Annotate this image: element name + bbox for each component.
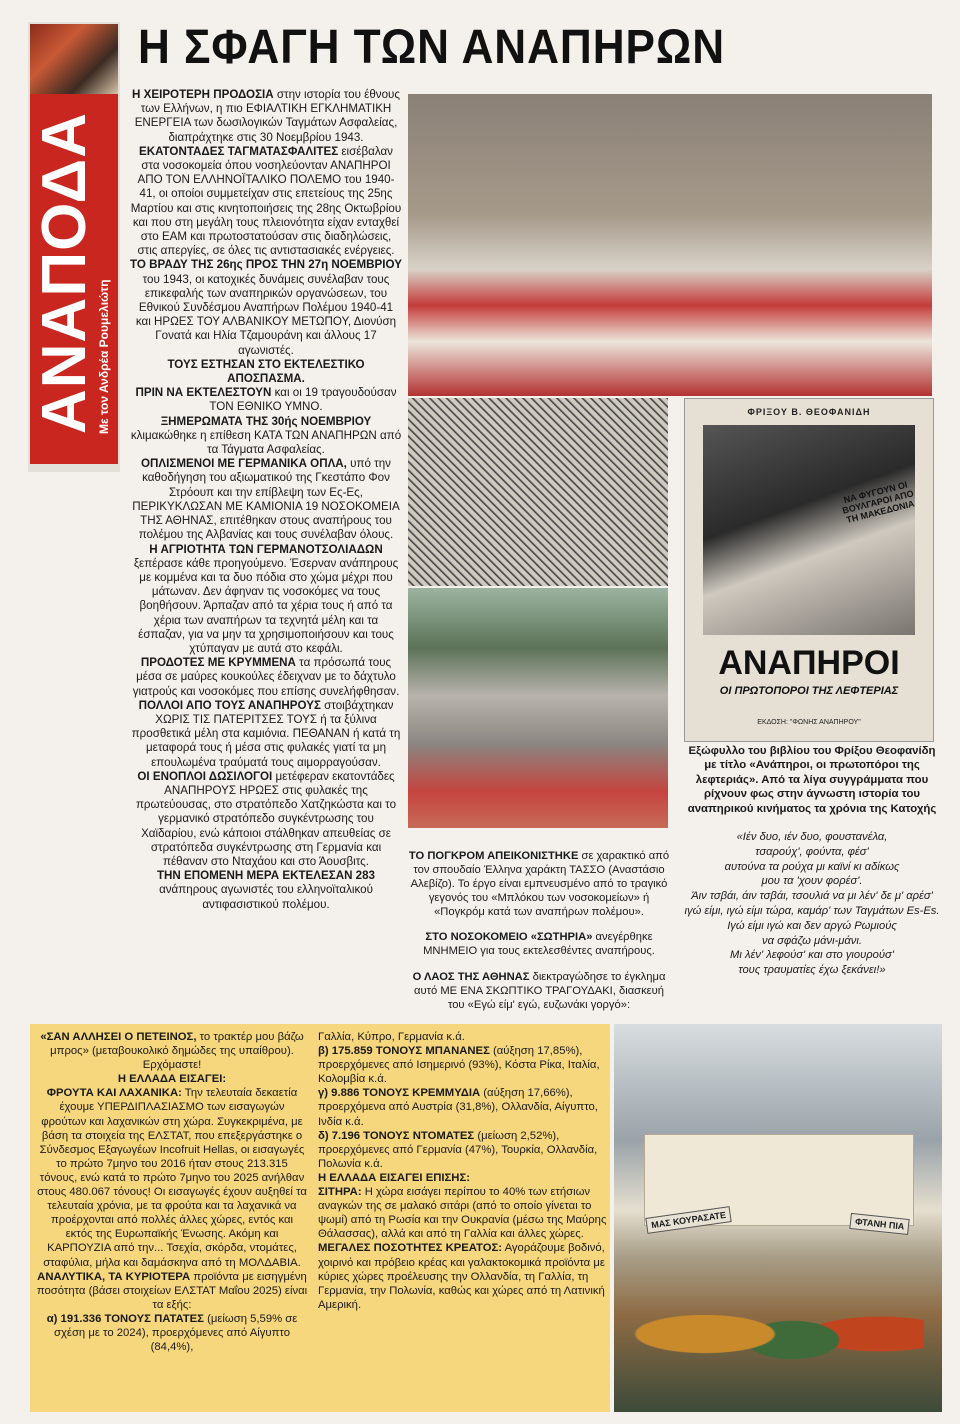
paragraph [130,258,402,357]
paragraph [130,415,402,458]
paragraph [130,358,402,386]
columnist-portrait [30,24,118,94]
paragraph [36,1270,308,1312]
paragraph-text: (μείωση 2,52%), προερχόμενες από Γερμανία (47%), Τουρκία, Ολλανδία, Πολωνία κ.ά. [318,1129,598,1170]
paragraph-text: το τρακτέρ μου βάζω μπρος» (μεταβουκολικό δημώδες της υπαίθρου). Ερχόμαστε! [50,1031,304,1072]
paragraph-text: προϊόντα με εισηγμένη ποσότητα (βάσει στοιχείων ΕΛΣΤΑΤ Μαΐου 2025) είναι τα εξής: [36,1270,308,1311]
paragraph-lead: δ) 7.196 ΤΟΝΟΥΣ ΝΤΟΜΑΤΕΣ [318,1129,475,1142]
paragraph [318,1030,608,1044]
monument-wall-photo [408,588,668,828]
paragraph-text: κλιμακώθηκε η επίθεση ΚΑΤΑ ΤΩΝ ΑΝΑΠΗΡΩΝ από τα Τάγματα Ασφαλείας. [130,428,402,457]
paragraph-lead: ΠΡΟΔΟΤΕΣ ΜΕ ΚΡΥΜΜΕΝΑ [140,656,296,670]
paragraph-lead: Η ΑΓΡΙΟΤΗΤΑ ΤΩΝ ΓΕΡΜΑΝΟΤΣΟΛΙΑΔΩΝ [149,542,383,556]
book-caption: Εξώφυλλο του βιβλίου του Φρίξου Θεοφανίδη με τίτλο «Ανάπηροι, οι πρωτοπόροι της λεφτεριάς». Από τα λίγα συγγράμματα που ρίχνουν φως στην άγνωστη ιστορία του αναπηρικού κινήματος τα χρόνια της Κατοχής [687,745,937,815]
paragraph [318,1044,608,1086]
paragraph-lead: ΤΟ ΠΟΓΚΡΟΜ ΑΠΕΙΚΟΝΙΣΤΗΚΕ [408,850,579,863]
paragraph [36,1030,308,1072]
poem-line: Ιγώ είμι ιγώ και δεν αργώ Ρωμιούς [727,919,897,932]
paragraph-text: διεκτραγώδησε το έγκλημα αυτό ΜΕ ΕΝΑ ΣΚΩΠΤΙΚΟ ΤΡΑΓΟΥΔΑΚΙ, διασκευή του «Εγώ είμ' εγώ, ευζωνάκι γοργό»: [414,970,666,1011]
book-cover-illustration [703,425,915,635]
farmers-cartoon [614,1024,942,1412]
paragraph [318,1129,608,1171]
column-byline: Με τον Ανδρέα Ρουμελιώτη [97,279,111,434]
paragraph-text: ξεπέρασε κάθε προηγούμενο. Έσερναν ανάπηρους με κομμένα και τα δυο πόδια στο χώμα μέχρι που μάτωναν. Δεν άφηναν τις νοσοκόμες να τους βοηθήσουν. Άρπαζαν από τα χέρια τους ή από τα χέρια των αναπήρων τα τεχνητά μέλη και τα έσπαζαν, για να μην τα χρησιμοποιήσουν και τους χτύπαγαν με αυτά στο κεφάλι. [133,556,399,655]
protest-sign-right: ΦΤΑΝΗ ΠΙΑ [849,1213,910,1235]
main-article [130,88,402,912]
paragraph-lead: ΟΠΛΙΣΜΕΝΟΙ ΜΕ ΓΕΡΜΑΝΙΚΑ ΟΠΛΑ, [141,457,347,471]
paragraph-lead: Η ΕΛΛΑΔΑ ΕΙΣΑΓΕΙ: [117,1073,227,1086]
paragraph-lead: ΠΡΙΝ ΝΑ ΕΚΤΕΛΕΣΤΟΥΝ [135,386,272,400]
paragraph-text: Γαλλία, Κύπρο, Γερμανία κ.ά. [318,1031,465,1043]
paragraph-text: στην ιστορία του έθνους των Ελλήνων, η πιο ΕΦΙΑΛΤΙΚΗ ΕΓΚΛΗΜΑΤΙΚΗ ΕΝΕΡΓΕΙΑ των δωσιλογικών Ταγμάτων Ασφαλείας, διαπράχτηκε στις 30 Νοεμβρίου 1943. [134,88,400,144]
paragraph [408,849,670,919]
paragraph [130,869,402,912]
paragraph-lead: Ο ΛΑΟΣ ΤΗΣ ΑΘΗΝΑΣ [412,970,530,983]
poem-line: «Ιέν δυο, ιέν δυο, φουστανέλα, [736,831,888,843]
poem-line: τους τραυματίες έχω ξεκάνει!» [738,964,886,977]
column-band [30,94,118,464]
poem-line: Άιν τσβάι, άιν τσβάι, τσουλιά να μι λέν' δε μ' αρέσ' [691,890,933,903]
paragraph-text: Η χώρα εισάγει περίπου το 40% των ετήσιων αναγκών της σε μαλακό σιτάρι (από το οποίο γίνεται το ψωμί) από τη Ρωσία και την Ουκρανία (μέσω της Μαύρης Θάλασσας), αλλά και από τη Γαλλία και άλλες χώρες. [318,1186,607,1241]
paragraph-lead: ΕΚΑΤΟΝΤΑΔΕΣ ΤΑΓΜΑΤΑΣΦΑΛΙΤΕΣ [139,144,339,158]
paragraph [130,457,402,542]
paragraph-text: εισέβαλαν στα νοσοκομεία όπου νοσηλεύονταν ΑΝΑΠΗΡΟΙ ΑΠΟ ΤΟΝ ΕΛΛΗΝΟΪΤΑΛΙΚΟ ΠΟΛΕΜΟ του 1940-41, οι οποίοι συμμετείχαν στις επετείους της 25ης Μαρτίου και στις κινητοποιήσεις της 28ης Οκτωβρίου και που στη μεγάλη τους πλειονότητα είχαν ενταχθεί στο ΕΑΜ και πρωτοστατούσαν στις διαδηλώσεις, στις απεργίες, σε όλες τις αντιστασιακές ενέργειες. [130,144,402,258]
poem-line: τσαρούχ', φούντα, φέσ' [755,845,869,858]
paragraph-lead: γ) 9.886 ΤΟΝΟΥΣ ΚΡΕΜΜΥΔΙΑ [318,1087,481,1100]
satirical-song [684,830,940,978]
paragraph-text: ανεγέρθηκε ΜΝΗΜΕΙΟ για τους εκτελεσθέντες αναπήρους. [423,931,655,958]
paragraph-lead: ΤΟ ΒΡΑΔΥ ΤΗΣ 26ης ΠΡΟΣ ΤΗΝ 27η ΝΟΕΜΒΡΙΟΥ [130,258,402,272]
book-title: ΑΝΑΠΗΡΟΙ [718,644,900,682]
paragraph [130,145,402,259]
imports-column-1 [36,1030,308,1354]
paragraph-text: μετέφεραν εκατοντάδες ΑΝΑΠΗΡΟΥΣ ΗΡΩΕΣ στις φυλακές της πρωτεύουσας, στο στρατόπεδο Χατζηκώστα και το γερμανικό στρατόπεδο συγκέντρωσης του Χαϊδαρίου, ενώ κάποιοι στάλθηκαν απευθείας σε στρατόπεδα συγκέντρωσης στη Γερμανία και πέθαναν στο Νταχάου και στο Άουσβιτς. [135,769,397,868]
paragraph-text: και οι 19 τραγουδούσαν ΤΟΝ ΕΘΝΙΚΟ ΥΜΝΟ. [209,386,397,414]
pogrom-engraving [408,398,668,586]
paragraph-lead: ΣΤΟ ΝΟΣΟΚΟΜΕΙΟ «ΣΩΤΗΡΙΑ» [425,931,593,944]
paragraph-lead: ΜΕΓΑΛΕΣ ΠΟΣΟΤΗΤΕΣ ΚΡΕΑΤΟΣ: [318,1242,503,1255]
paragraph-lead: Η ΧΕΙΡΟΤΕΡΗ ΠΡΟΔΟΣΙΑ [132,88,274,101]
paragraph [318,1241,608,1311]
poem-line: ιγώ είμι, ιγώ είμι τώρα, καμάρ' των Ταγμάτων Es-Es. [684,904,940,917]
paragraph [130,543,402,657]
paragraph [318,1185,608,1241]
paragraph-text: ανάπηρους αγωνιστές του ελληνοϊταλικού αντιφασιστικού πολέμου. [159,883,373,911]
paragraph [130,386,402,414]
paragraph-lead: ΤΗΝ ΕΠΟΜΕΝΗ ΜΕΡΑ ΕΚΤΕΛΕΣΑΝ 283 [156,869,376,883]
paragraph-lead: ΦΡΟΥΤΑ ΚΑΙ ΛΑΧΑΝΙΚΑ: [46,1087,182,1100]
paragraph-text: του 1943, οι κατοχικές δυνάμεις συνέλαβαν τους επικεφαλής των αναπηρικών οργανώσεων, του Εθνικού Συνδέσμου Αναπήρων Πολέμου 1940-41 και ΗΡΩΕΣ ΤΟΥ ΑΛΒΑΝΙΚΟΥ ΜΕΤΩΠΟΥ, Διονύση Γονατά και Ηλία Τζαμουράνη και άλλους 17 αγωνιστές. [135,272,397,357]
book-subtitle: ΟΙ ΠΡΩΤΟΠΟΡΟΙ ΤΗΣ ΛΕΦΤΕΡΙΑΣ [719,685,899,697]
paragraph [408,930,670,958]
paragraph [36,1072,308,1086]
paragraph [130,699,402,770]
paragraph-lead: ΞΗΜΕΡΩΜΑΤΑ ΤΗΣ 30ής ΝΟΕΜΒΡΙΟΥ [160,414,372,428]
book-author: ΦΡΙΞΟΥ Β. ΘΕΟΦΑΝΙΔΗ [747,407,871,417]
paragraph-lead: ΣΙΤΗΡΑ: [318,1186,362,1199]
paragraph-lead: ΠΟΛΛΟΙ ΑΠΟ ΤΟΥΣ ΑΝΑΠΗΡΟΥΣ [138,698,321,712]
column-name: ΑΝΑΠΟΔΑ [30,112,99,434]
paragraph [408,970,670,1012]
paragraph-text: υπό την καθοδήγηση του αξιωματικού της Γκεστάπο Φον Στρόουπ και την επίβλεψη των Ες-Ες, ΠΕΡΙΚΥΚΛΩΣΑΝ ΜΕ ΚΑΜΙΟΝΙΑ 19 ΝΟΣΟΚΟΜΕΙΑ ΤΗΣ ΑΘΗΝΑΣ, επιτέθηκαν στους αναπήρους του πολέμου της Αλβανίας και τους συνέλαβαν όλους. [132,457,400,542]
paragraph [318,1086,608,1128]
poem-line: μου τα 'χουν φορέσ'. [761,875,863,888]
paragraph-lead: ΟΙ ΕΝΟΠΛΟΙ ΔΩΣΙΛΟΓΟΙ [137,769,273,783]
pogrom-article [408,838,670,1023]
book-publisher: ΕΚΔΟΣΗ: "ΦΩΝΗΣ ΑΝΑΠΗΡΟΥ" [757,719,861,726]
book-slogan: ΝΑ ΦΥΓΟΥΝ ΟΙ ΒΟΥΛΓΑΡΟΙ ΑΠΟ ΤΗ ΜΑΚΕΔΟΝΙΑ [841,479,916,525]
paragraph-lead: ΤΟΥΣ ΕΣΤΗΣΑΝ ΣΤΟ ΕΚΤΕΛΕΣΤΙΚΟ ΑΠΟΣΠΑΣΜΑ. [167,357,365,386]
tractors-illustration [632,1274,924,1394]
paragraph-lead: ΑΝΑΛΥΤΙΚΑ, ΤΑ ΚΥΡΙΟΤΕΡΑ [37,1270,191,1283]
poem-line: αυτούνα τα ρούχα μι καϊνί κι αδίκως [724,860,900,873]
paragraph-text: Αγοράζουμε βοδινό, χοιρινό και πρόβειο κρέας και γαλακτοκομικά προϊόντα με κύριες χώρες προέλευσης την Ολλανδία, τη Γαλλία, τη Γερμανία, την Πολωνία, καθώς και χώρες από τη Λατινική Αμερική. [318,1242,605,1311]
paragraph-lead: «ΣΑΝ ΑΛΛΗΣΕΙ Ο ΠΕΤΕΙΝΟΣ, [40,1031,197,1043]
paragraph [130,656,402,699]
paragraph [36,1086,308,1269]
headline: Η ΣΦΑΓΗ ΤΩΝ ΑΝΑΠΗΡΩΝ [138,21,726,74]
paragraph [130,770,402,869]
paragraph [318,1171,608,1185]
paragraph-lead: α) 191.336 ΤΟΝΟΥΣ ΠΑΤΑΤΕΣ [46,1312,204,1325]
paragraph-text: Την τελευταία δεκαετία έχουμε ΥΠΕΡΔΙΠΛΑΣΙΑΣΜΟ των εισαγωγών φρούτων και λαχανικών στη χώρα. Συγκεκριμένα, με βάση τα στοιχεία της ΕΛΣΤΑΤ, που επεξεργάστηκε ο Σύνδεσμος Εξαγωγέων Incofruit Hellas, οι εισαγωγές το πρώτο 7μηνο του 2016 ήταν στους 213.315 τόνους, ενώ κατά το πρώτο 7μηνο του 2025 ανήλθαν στους 480.067 τόνους! Οι εισαγωγές έχουν αυξηθεί τα τελευταία χρόνια, με τα φρούτα και τα λαχανικά να προέρχονται από πολλές άλλες χώρες, εντός και εκτός της Ευρωπαϊκής Ένωσης. Ακόμη και ΚΑΡΠΟΥΖΙΑ από την... Τσεχία, σκόρδα, ντομάτες, σταφύλια, μήλα και δαμάσκηνα από τη ΜΟΛΔΑΒΙΑ. [37,1087,307,1269]
paragraph [130,88,402,145]
paragraph-text: στοιβάχτηκαν ΧΩΡΙΣ ΤΙΣ ΠΑΤΕΡΙΤΣΕΣ ΤΟΥΣ ή τα ξύλινα προσθετικά μέλη στα καμιόνια. ΠΕΘΑΝΑΝ ή κατά τη μεταφορά τους ή μέσα στις φυλακές γιατί τα μη επουλωμένα τραύματά τους αιμορραγούσαν. [131,698,401,769]
paragraph-text: σε χαρακτικό από τον σπουδαίο Έλληνα χαράκτη ΤΑΣΣΟ (Αναστάσιο Αλεβίζο). Το έργο είναι εμπνευσμένο από το τραγικό γεγονός του «Μπλόκου των νοσοκομείων» ή «Πογκρόμ κατά των αναπήρων πολέμου». [410,850,670,919]
paragraph-text: (αύξηση 17,66%), προερχόμενα από Αυστρία (31,8%), Ολλανδία, Αίγυπτο, Ινδία κ.ά. [318,1087,598,1128]
paragraph-text: (αύξηση 17,85%), προερχόμενες από Ισημερινό (93%), Κόστα Ρίκα, Ιταλία, Κολομβία κ.ά. [318,1045,600,1086]
paragraph-text: τα πρόσωπά τους μέσα σε μαύρες κουκούλες έδειχναν με το δάχτυλο γιατρούς και νοσοκόμες που επίσης συνελήφθησαν. [132,656,400,698]
paragraph-lead: β) 175.859 ΤΟΝΟΥΣ ΜΠΑΝΑΝΕΣ [318,1045,490,1058]
memorial-photo [408,94,932,396]
protest-sign-left: ΜΑΣ ΚΟΥΡΑΣΑΤΕ [645,1206,732,1234]
book-cover [684,398,934,742]
poem-line: να σφάζω μάνι-μάνι. [762,934,862,947]
imports-column-2 [318,1030,608,1312]
paragraph [36,1312,308,1354]
poem-line: Μι λέν' λεφούσ' και στο γιουρούσ' [730,949,894,962]
paragraph-text: (μείωση 5,59% σε σχέση με το 2024), προερχόμενες από Αίγυπτο (84,4%), [54,1312,298,1354]
paragraph-lead: Η ΕΛΛΑΔΑ ΕΙΣΑΓΕΙ ΕΠΙΣΗΣ: [318,1171,471,1184]
